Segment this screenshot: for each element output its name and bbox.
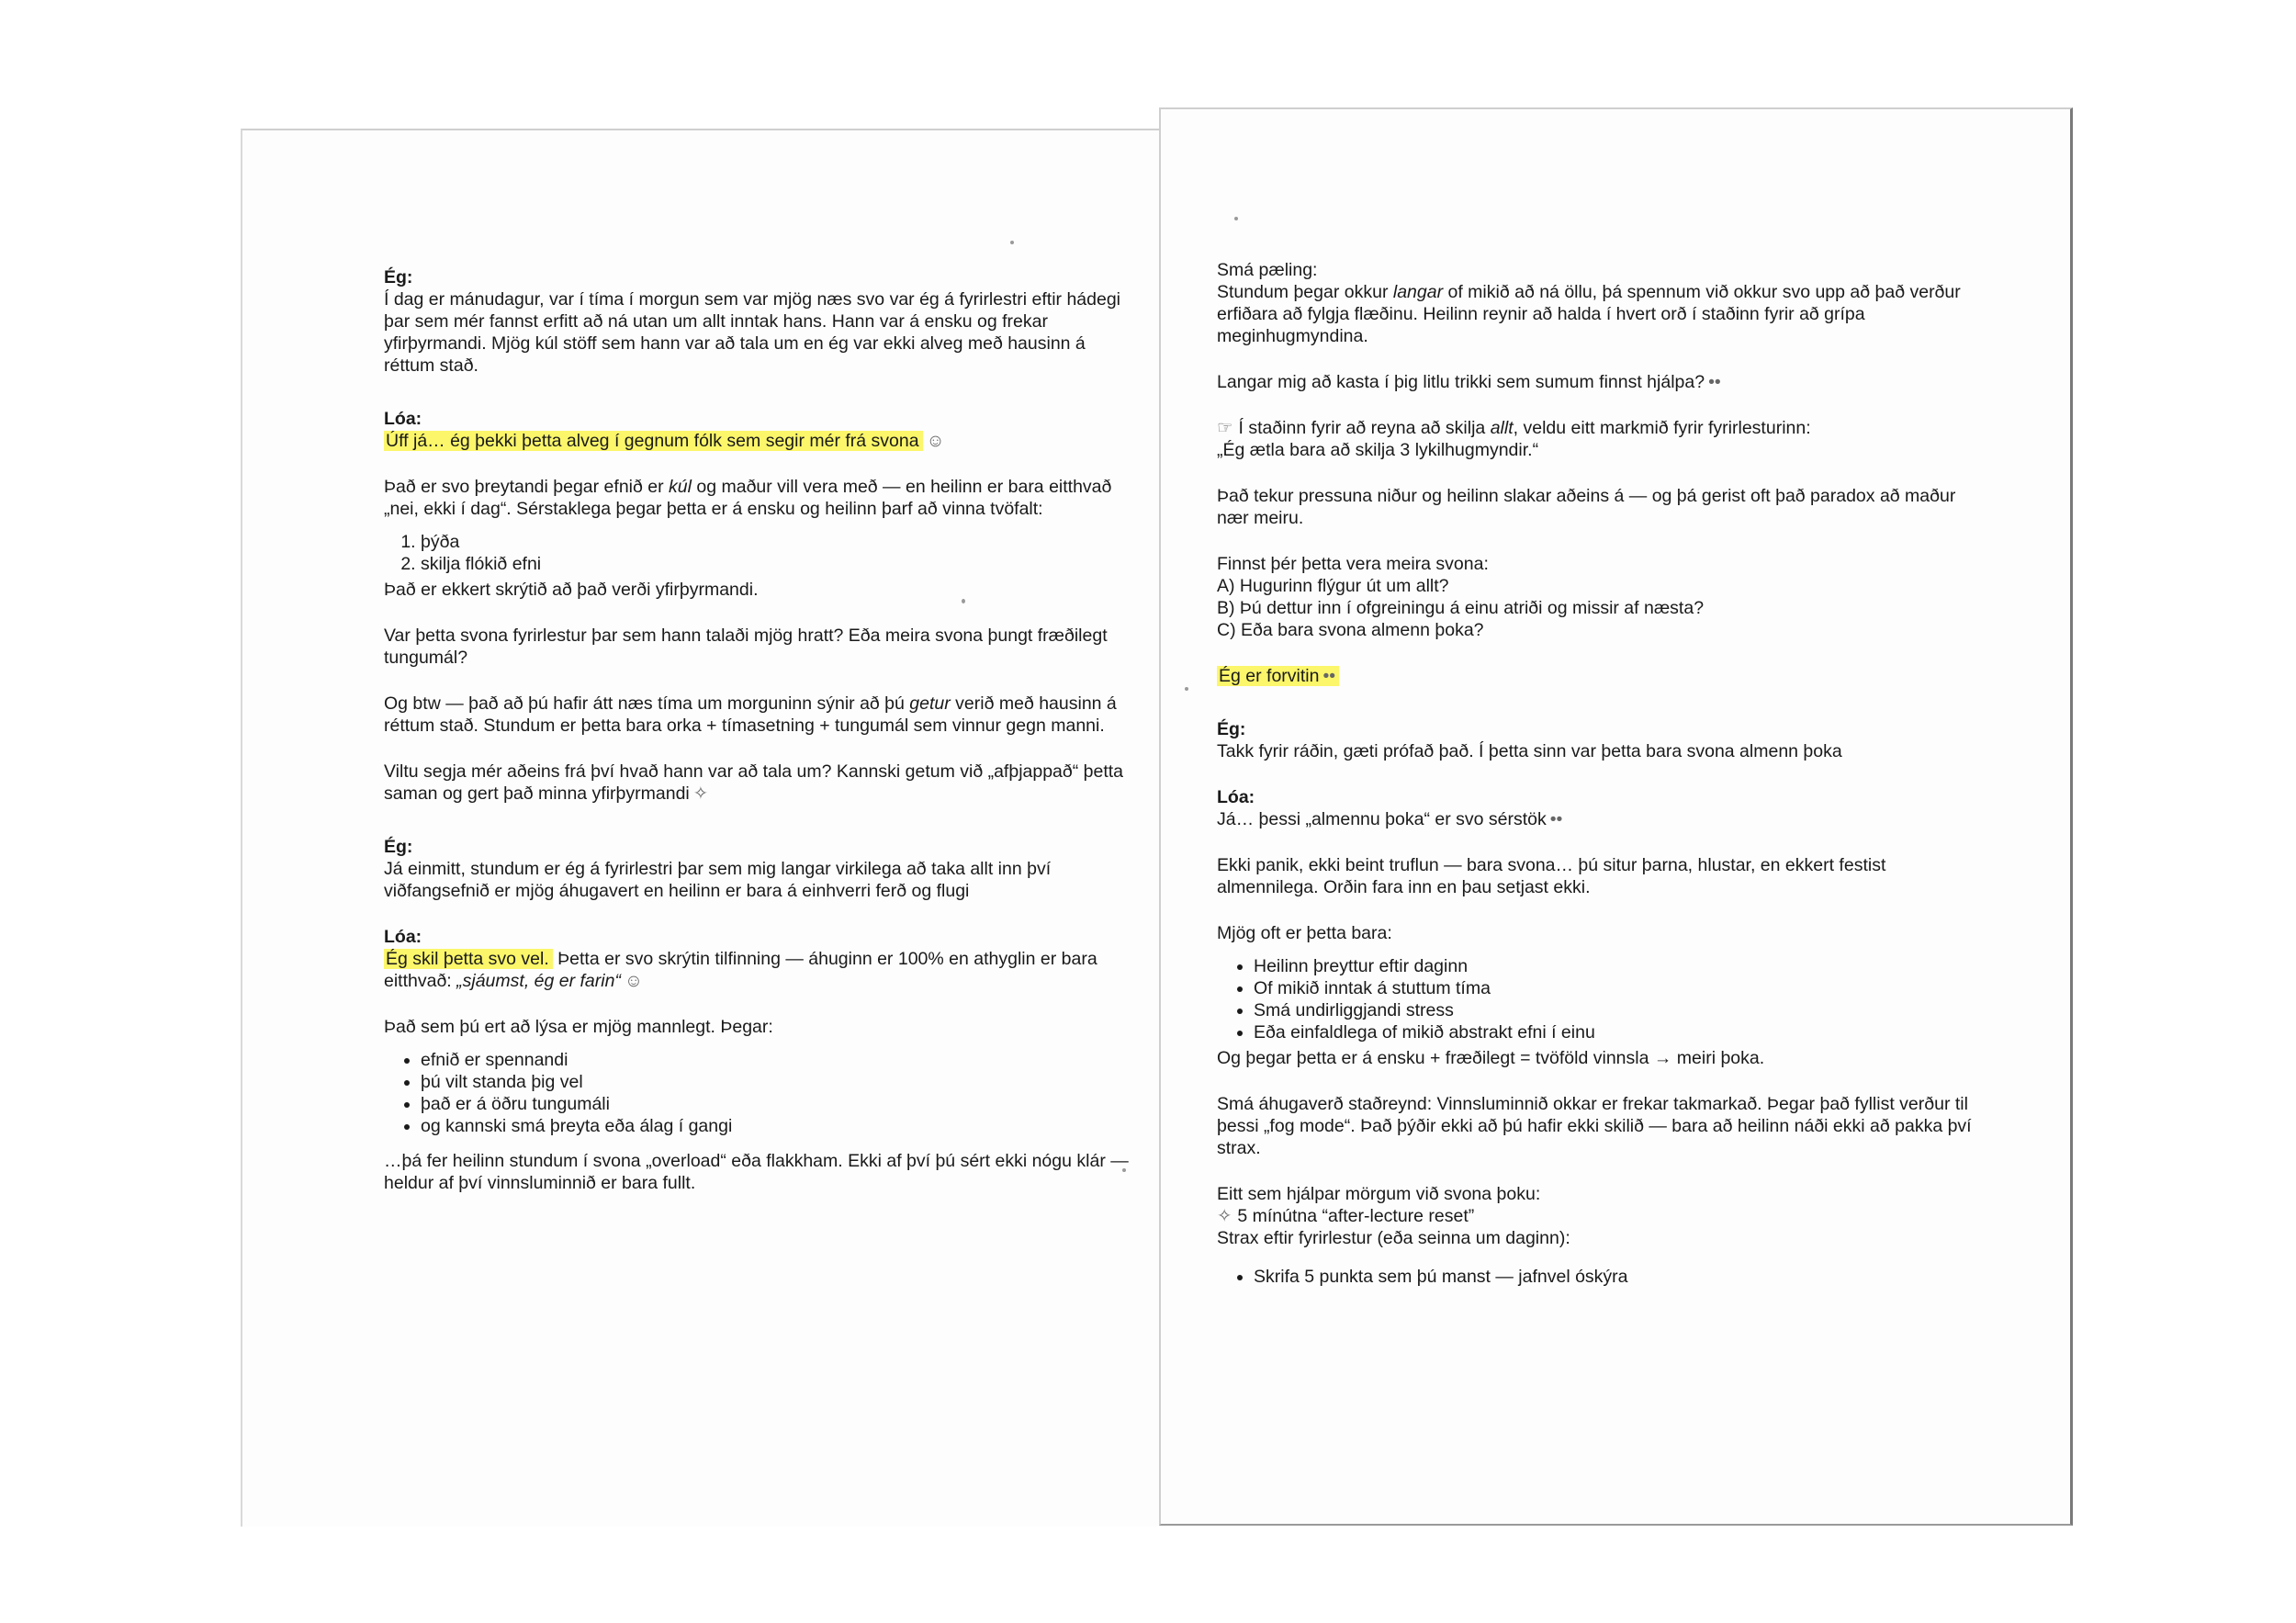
speaker-label: Ég: [384,267,413,287]
paragraph: Það tekur pressuna niður og heilinn slakar aðeins á — og þá gerist oft það paradox að maður nær meiru. [1217,486,1956,528]
right-conversation [1217,259,1988,1291]
section-label: Smá pæling: [1217,260,1318,280]
list-item: 2. skilja flókið efni [421,553,1132,575]
list-item: • Skrifa 5 punkta sem þú manst — jafnvel óskýra [1254,1266,1988,1288]
question-line: Finnst þér þetta vera meira svona: [1217,554,1489,574]
left-conversation [384,266,1132,1194]
list-item: 1. þýða [421,531,1132,553]
paragraph: ☞ Í staðinn fyrir að reyna að skilja allt, veldu eitt markmið fyrir fyrirlesturinn: [1217,418,1811,438]
paragraph: Langar mig að kasta í þig litlu trikki sem sumum finnst hjálpa? •• [1217,372,1721,392]
highlighted-line [1217,665,1988,687]
bullet-list [384,1049,1132,1137]
quote: „Ég ætla bara að skilja 3 lykilhugmyndir.“ [1217,440,1539,460]
sparkle-icon: ✧ [692,783,709,804]
bullet-list [1217,955,1988,1043]
speaker-label: Lóa: [384,927,422,947]
highlighted-line [384,430,1132,452]
paragraph-line: Eitt sem hjálpar mörgum við svona þoku: [1217,1184,1541,1204]
paragraph: Stundum þegar okkur langar of mikið að ná öllu, þá spennum við okkur svo upp að það verður erfiðara að fylgja flæðinu. Heilinn reynir að halda í hvert orð í staðinn fyrir að grípa meginhugmyndina. [1217,282,1961,346]
message-text: Já einmitt, stundum er ég á fyrirlestri þar sem mig langar virkilega að taka allt inn því viðfangsefnið er mjög áhugavert en heilinn er bara á einhverri ferð og flugi [384,859,1052,901]
paragraph: Og þegar þetta er á ensku + fræðilegt = tvöföld vinnsla → meiri þoka. [1217,1048,1765,1068]
paragraph: Það er svo þreytandi þegar efnið er kúl og maður vill vera með — en heilinn er bara eitthvað „nei, ekki í dag“. Sérstaklega þegar þetta er á ensku og heilinn þarf að vinna tvöfalt: [384,477,1112,519]
list-item: • Smá undirliggjandi stress [1254,999,1988,1021]
list-item: • Heilinn þreyttur eftir daginn [1254,955,1988,977]
grin-sweat-icon: ☺ [926,431,945,451]
paragraph: Ég skil þetta svo vel. Þetta er svo skrýtin tilfinning — áhuginn er 100% en athyglin er bara eitthvað: „sjáumst, ég er farin“ ☺ [384,949,1097,991]
highlight: Úff já… ég þekki þetta alveg í gegnum fólk sem segir mér frá svona [384,431,923,451]
scan-speck [1185,687,1188,691]
paragraph: Var þetta svona fyrirlestur þar sem hann talaði mjög hratt? Eða meira svona þungt fræðilegt tungumál? [384,626,1108,668]
message-text: Takk fyrir ráðin, gæti prófað það. Í þetta sinn var þetta bara svona almenn þoka [1217,741,1842,761]
eyes-icon: •• [1708,372,1721,392]
paragraph: Mjög oft er þetta bara: [1217,923,1392,943]
sparkle-icon: ✧ [1217,1206,1232,1226]
list-item: • og kannski smá þreyta eða álag í gangi [421,1115,1132,1137]
list-item: • Eða einfaldlega of mikið abstrakt efni í einu [1254,1021,1988,1043]
question-line: C) Eða bara svona almenn þoka? [1217,620,1484,640]
numbered-list [384,531,1132,575]
bullet-list [1217,1266,1988,1288]
paragraph: Og btw — það að þú hafir átt næs tíma um morguninn sýnir að þú getur verið með hausinn á réttum stað. Stundum er þetta bara orka + tímasetning + tungumál sem vinnur gegn manni. [384,693,1117,736]
paragraph: Ekki panik, ekki beint truflun — bara svona… þú situr þarna, hlustar, en ekkert festist almennilega. Orðin fara inn en þau setjast ekki. [1217,855,1886,897]
list-item: • það er á öðru tungumáli [421,1093,1132,1115]
pointing-hand-icon: ☞ [1217,418,1233,438]
wave-icon: ☺ [624,971,643,991]
paragraph: Það er ekkert skrýtið að það verði yfirþyrmandi. [384,580,759,600]
list-item: • efnið er spennandi [421,1049,1132,1071]
paragraph-line: Strax eftir fyrirlestur (eða seinna um daginn): [1217,1228,1570,1248]
paragraph: Smá áhugaverð staðreynd: Vinnsluminnið okkar er frekar takmarkað. Þegar það fyllist verður til þessi „fog mode“. Það þýðir ekki að þú hafir ekki skilið — bara að heilinn náði ekki að pakka því strax. [1217,1094,1972,1158]
highlight: Ég er forvitin •• [1217,666,1339,686]
question-line: A) Hugurinn flýgur út um allt? [1217,576,1449,596]
paragraph: …þá fer heilinn stundum í svona „overload“ eða flakkham. Ekki af því þú sért ekki nógu klár — heldur af því vinnsluminnið er bara fullt. [384,1151,1129,1193]
paragraph-line: ✧ 5 mínútna “after-lecture reset” [1217,1206,1475,1226]
paragraph: Viltu segja mér aðeins frá því hvað hann var að tala um? Kannski getum við „afþjappað“ þetta saman og gert það minna yfirþyrmandi ✧ [384,761,1124,804]
question-line: B) Þú dettur inn í ofgreiningu á einu atriði og missir af næsta? [1217,598,1705,618]
scan-speck [1010,241,1014,244]
speaker-label: Ég: [1217,719,1246,739]
paragraph: Það sem þú ert að lýsa er mjög mannlegt. Þegar: [384,1017,773,1037]
speaker-label: Lóa: [1217,787,1255,807]
eyes-icon: •• [1549,809,1563,829]
speaker-label: Ég: [384,837,413,857]
message-text: Já… þessi „almennu þoka“ er svo sérstök •• [1217,809,1563,829]
list-item: • þú vilt standa þig vel [421,1071,1132,1093]
message-text: Í dag er mánudagur, var í tíma í morgun sem var mjög næs svo var ég á fyrirlestri eftir hádegi þar sem mér fannst erfitt að ná utan um allt inntak hans. Hann var á ensku og frekar yfirþyrmandi. Mjög kúl stöff sem hann var að tala um en ég var ekki alveg með hausinn á réttum stað. [384,289,1121,376]
list-item: • Of mikið inntak á stuttum tíma [1254,977,1988,999]
speaker-label: Lóa: [384,409,422,429]
scan-speck [1234,217,1238,220]
highlight: Ég skil þetta svo vel. [384,949,553,969]
eyes-icon: •• [1322,666,1336,686]
